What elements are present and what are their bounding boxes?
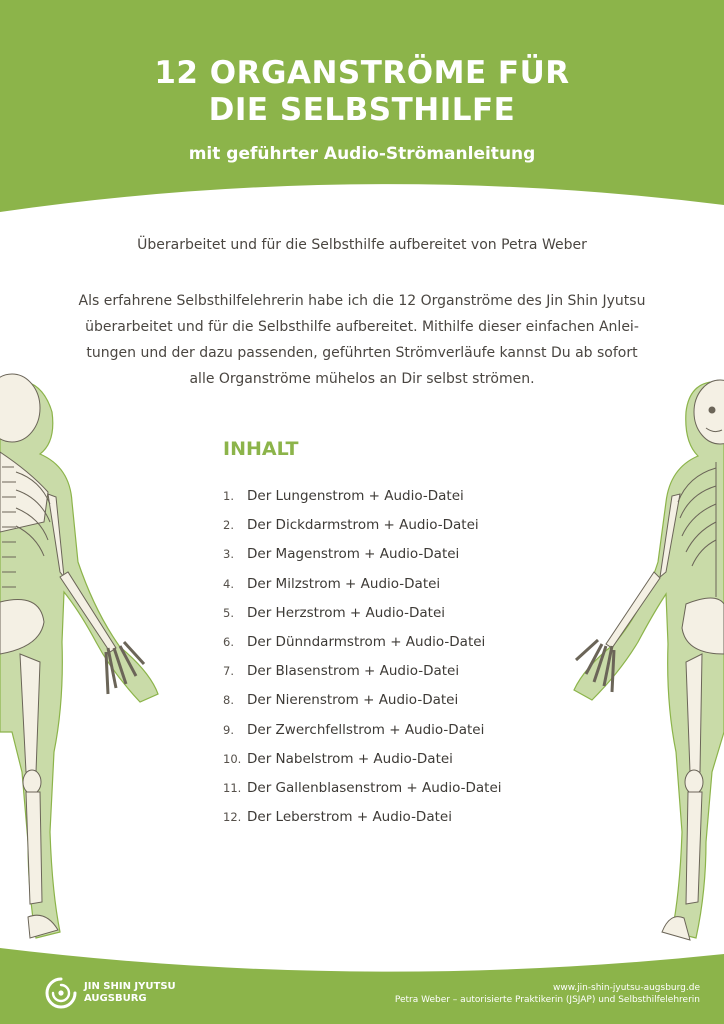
toc-item-6 — [223, 628, 502, 657]
toc-label: Der Leberstrom + Audio-Datei — [247, 809, 452, 826]
toc-label: Der Gallenblasenstrom + Audio-Datei — [247, 779, 502, 796]
jsj-logo-icon — [44, 976, 78, 1010]
footer-url[interactable]: www.jin-shin-jyutsu-augsburg.de — [552, 983, 700, 993]
toc-item-1 — [223, 482, 502, 511]
toc-item-9 — [223, 716, 502, 745]
byline: Überarbeitet und für die Selbsthilfe aufbereitet von Petra Weber — [137, 237, 587, 253]
toc-label: Der Magenstrom + Audio-Datei — [247, 546, 460, 563]
toc-number: 10. — [223, 751, 242, 766]
toc-number: 11. — [223, 780, 242, 795]
intro-line-1: Als erfahrene Selbsthilfelehrerin habe ich die 12 Organströme des Jin Shin Jyutsu — [78, 293, 646, 309]
footer-text — [395, 982, 700, 1006]
toc-number: 9. — [223, 722, 234, 737]
toc-number: 5. — [223, 605, 234, 620]
toc-number: 6. — [223, 634, 234, 649]
toc-item-5 — [223, 599, 502, 628]
toc-item-8 — [223, 686, 502, 715]
toc-number: 8. — [223, 693, 234, 708]
toc-number: 2. — [223, 518, 234, 533]
skeleton-back-illustration — [0, 372, 170, 952]
skeleton-front-illustration — [566, 372, 724, 952]
title-line-1: 12 ORGANSTRÖME FÜR — [154, 55, 570, 91]
page-title — [0, 55, 724, 129]
toc-item-12 — [223, 803, 502, 832]
toc-item-2 — [223, 511, 502, 540]
toc-label: Der Milzstrom + Audio-Datei — [247, 575, 441, 592]
brand-line-1: JIN SHIN JYUTSU — [84, 981, 176, 992]
toc-number: 1. — [223, 489, 234, 503]
toc-number: 12. — [223, 810, 242, 825]
intro-line-4: alle Organströme mühelos an Dir selbst strömen. — [189, 371, 535, 387]
footer-credit: Petra Weber – autorisierte Praktikerin (JSJAP) und Selbsthilfelehrerin — [394, 995, 700, 1005]
toc-number: 3. — [223, 547, 234, 562]
page-subtitle: mit geführter Audio-Strömanleitung — [188, 144, 536, 164]
toc-label: Der Zwerchfellstrom + Audio-Datei — [247, 721, 485, 738]
title-line-2: DIE SELBSTHILFE — [208, 92, 516, 128]
toc-label: Der Nabelstrom + Audio-Datei — [247, 750, 453, 767]
intro-line-2: überarbeitet und für die Selbsthilfe aufbereitet. Mithilfe dieser einfachen Anlei- — [85, 319, 639, 335]
intro-line-3: tungen und der dazu passenden, geführten Strömverläufe kannst Du ab sofort — [86, 345, 638, 361]
toc-label: Der Lungenstrom + Audio-Datei — [247, 488, 464, 504]
brand-line-2: AUGSBURG — [84, 993, 147, 1004]
toc-heading: INHALT — [223, 438, 299, 460]
toc-number: 7. — [223, 664, 234, 679]
toc-item-7 — [223, 657, 502, 686]
toc-label: Der Blasenstrom + Audio-Datei — [247, 663, 460, 680]
toc-number: 4. — [223, 576, 234, 591]
toc-item-4 — [223, 570, 502, 599]
toc-item-10 — [223, 745, 502, 774]
toc-label: Der Nierenstrom + Audio-Datei — [247, 692, 459, 709]
toc-label: Der Herzstrom + Audio-Datei — [247, 604, 446, 621]
toc-item-11 — [223, 774, 502, 803]
brand-name — [84, 981, 176, 1005]
toc-label: Der Dickdarmstrom + Audio-Datei — [247, 517, 479, 534]
toc-label: Der Dünndarmstrom + Audio-Datei — [247, 633, 486, 650]
toc-list — [223, 482, 502, 832]
toc-item-3 — [223, 540, 502, 569]
